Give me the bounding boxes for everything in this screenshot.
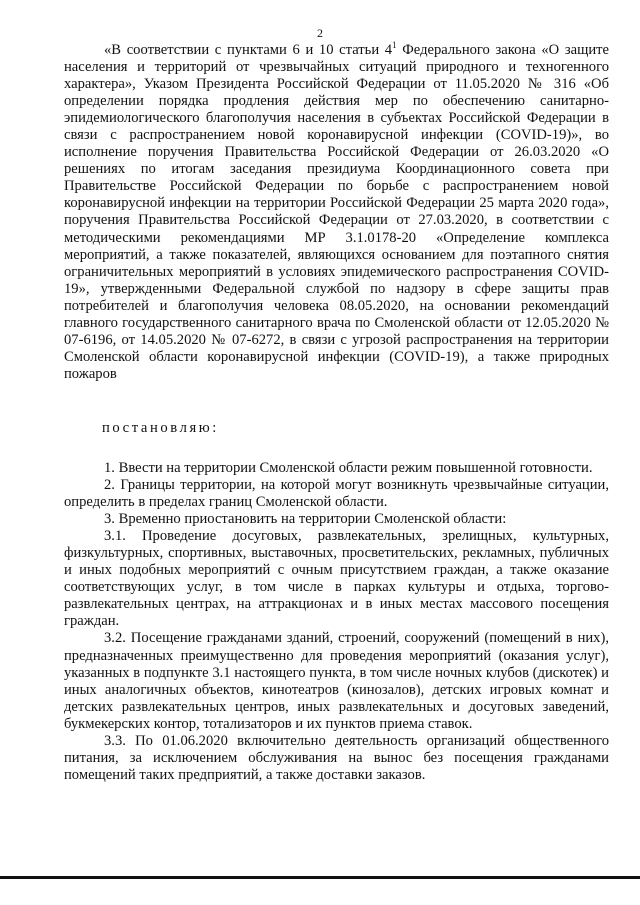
intro-paragraph xyxy=(64,42,609,383)
page-number: 2 xyxy=(317,26,323,40)
decree-word: постановляю: xyxy=(102,419,219,436)
item-3-3: 3.3. По 01.06.2020 включительно деятельность организаций общественного питания, за исключением обслуживания на вынос без посещения гражданами помещений таких предприятий, а также доставки заказов. xyxy=(64,732,609,783)
intro-text-part2: Федерального закона «О защите населения и территорий от чрезвычайных ситуаций природного и техногенного характера», Указом Президента Российской Федерации от 11.05.2020 № 316 «Об определении порядка продления действия мер по обеспечению санитарно-эпидемиологического благополучия населения в субъектах Российской Федерации в связи с распространением новой коронавирусной инфекции (COVID-19)», во исполнение поручения Правительства Российской Федерации от 26.03.2020 «О решениях по итогам заседания президиума Координационного совета при Правительстве Российской Федерации по борьбе с распространением новой коронавирусной инфекции на территории Российской Федерации 25 марта 2020 года», поручения Правительства Российской Федерации от 27.03.2020, в соответствии с методическими рекомендациями МР 3.1.0178-20 «Определение комплекса мероприятий, а также показателей, являющихся основанием для поэтапного снятия ограничительных мероприятий в условиях эпидемического распространения COVID-19», утвержденными Федеральной службой по надзору в сфере защиты прав потребителей и благополучия человека 08.05.2020, на основании рекомендаций главного государственного санитарного врача по Смоленской области от 12.05.2020 № 07-6196, от 14.05.2020 № 07-6272, в связи с угрозой распространения на территории Смоленской области коронавирусной инфекции (COVID-19), а также природных пожаров xyxy=(64,42,609,382)
intro-text-part1: «В соответствии с пунктами 6 и 10 статьи 4 xyxy=(104,42,393,58)
item-3-1: 3.1. Проведение досуговых, развлекательных, зрелищных, культурных, физкультурных, спортивных, выставочных, просветительских, рекламных, публичных и иных подобных мероприятий с очным присутствием граждан, а также оказание соответствующих услуг, в том числе в парках культуры и отдыха, торгово-развлекательных центрах, на аттракционах и в иных местах массового посещения граждан. xyxy=(64,528,609,630)
item-1: 1. Ввести на территории Смоленской области режим повышенной готовности. xyxy=(104,459,593,476)
item-2: 2. Границы территории, на которой могут возникнуть чрезвычайные ситуации, определить в пределах границ Смоленской области. xyxy=(64,477,609,511)
item-3-2: 3.2. Посещение гражданами зданий, строений, сооружений (помещений в них), предназначенных преимущественно для проведения мероприятий (оказания услуг), указанных в подпункте 3.1 настоящего пункта, в том числе ночных клубов (дискотек) и иных аналогичных объектов, кинотеатров (кинозалов), детских игровых комнат и детских развлекательных центров, иных развлекательных и досуговых заведений, букмекерских контор, тотализаторов и их пунктов приема ставок. xyxy=(64,630,609,732)
item-3: 3. Временно приостановить на территории Смоленской области: xyxy=(104,511,507,528)
document-body xyxy=(64,42,609,784)
article-superscript: 1 xyxy=(392,40,397,51)
footer-divider xyxy=(0,876,640,879)
